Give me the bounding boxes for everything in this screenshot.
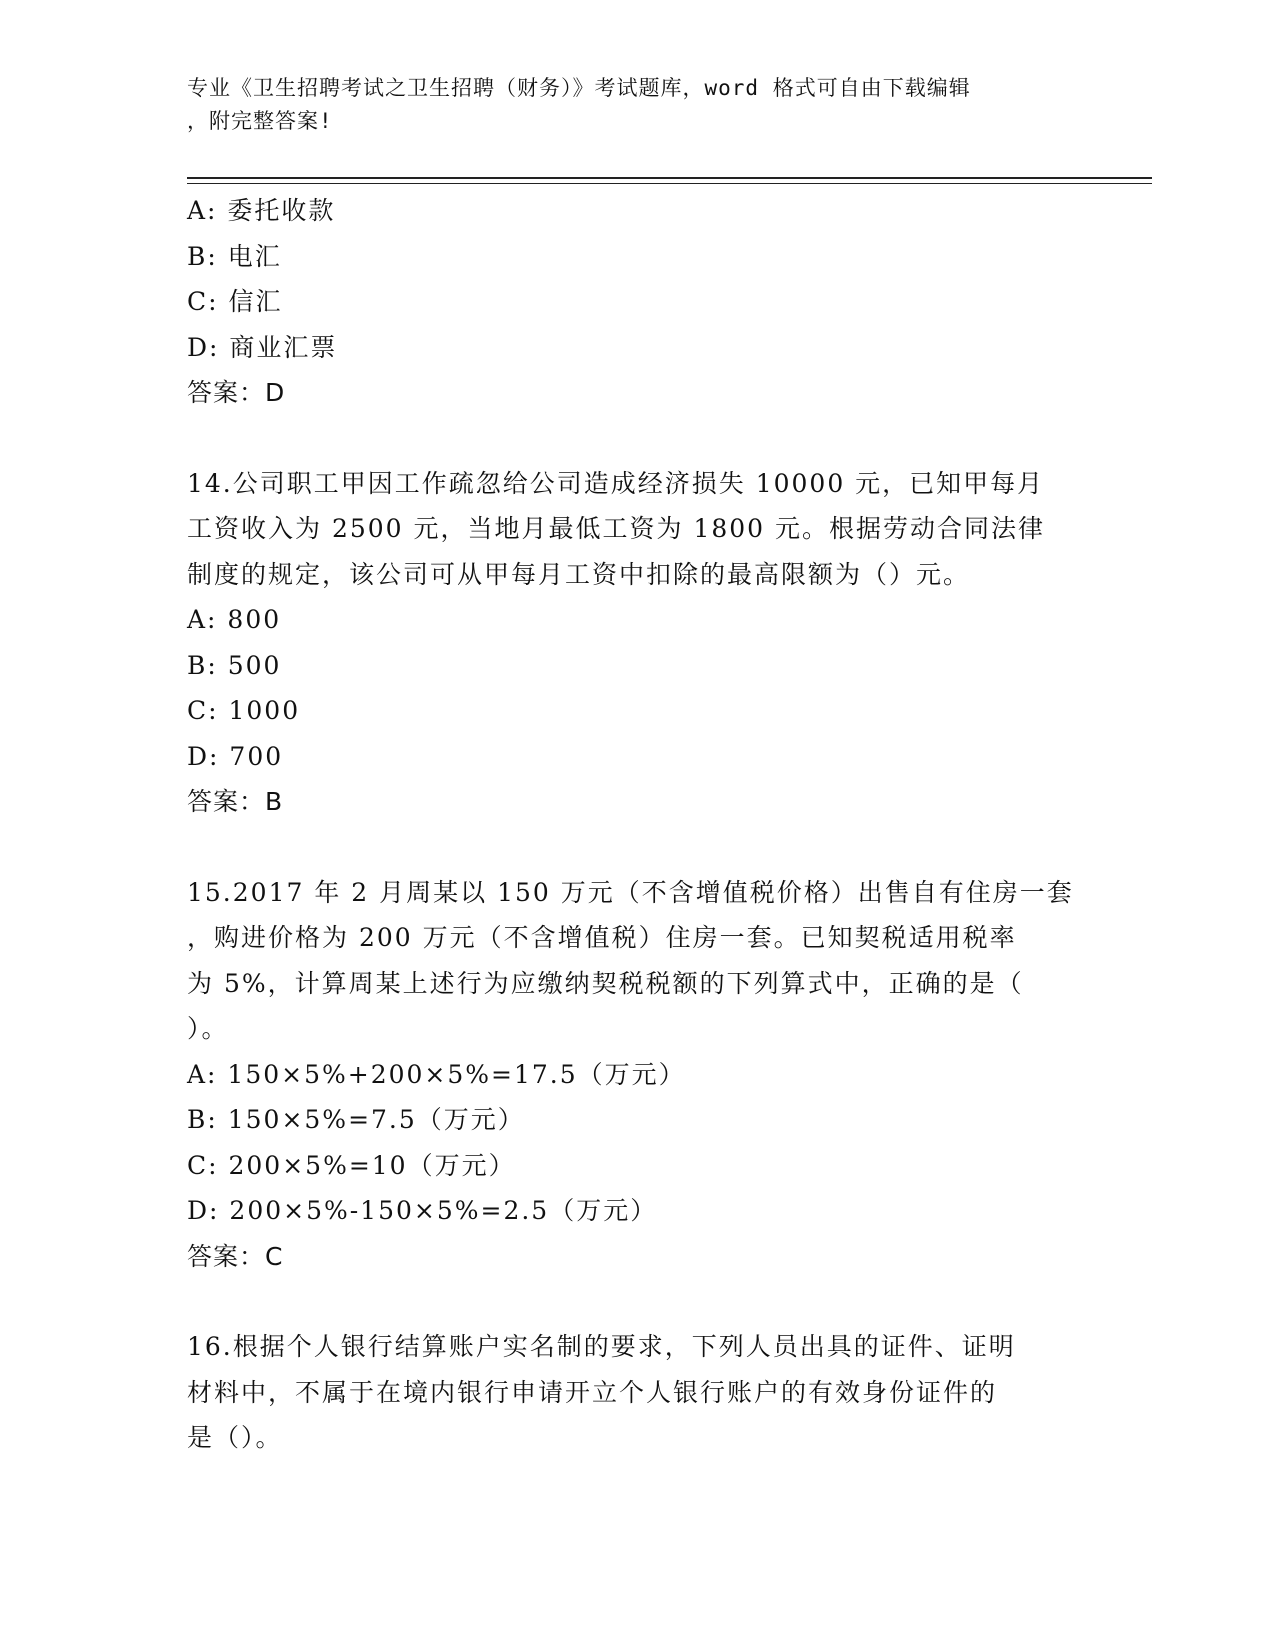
question-stem-line: 14.公司职工甲因工作疏忽给公司造成经济损失 10000 元，已知甲每月: [187, 468, 1045, 498]
answer-line: 答案：C: [187, 1241, 284, 1271]
option-a: A: 150×5%+200×5%=17.5（万元）: [187, 1059, 686, 1089]
option-a: A: 800: [187, 605, 282, 634]
option-d: D: 700: [187, 741, 284, 771]
question-stem-line: 为 5%，计算周某上述行为应缴纳契税税额的下列算式中，正确的是（: [187, 968, 1024, 998]
question-16: [187, 1324, 1087, 1461]
option-d: D: 200×5%-150×5%=2.5（万元）: [187, 1196, 658, 1225]
question-13: [187, 188, 1087, 416]
option-d: D: 商业汇票: [187, 332, 338, 362]
question-stem-line: 材料中，不属于在境内银行申请开立个人银行账户的有效身份证件的: [187, 1377, 998, 1407]
option-c: C: 信汇: [187, 287, 283, 316]
header-line-2: ，附完整答案!: [187, 109, 333, 133]
header-divider-thick: [187, 177, 1152, 179]
question-stem-line: ）。: [187, 1014, 229, 1043]
option-c: C: 1000: [187, 696, 301, 725]
question-stem-line: 工资收入为 2500 元，当地月最低工资为 1800 元。根据劳动合同法律: [187, 514, 1046, 543]
question-15: [187, 870, 1087, 1280]
header-divider-thin: [187, 183, 1152, 184]
question-14: [187, 461, 1087, 825]
option-b: B: 500: [187, 650, 282, 680]
answer-line: 答案：D: [187, 378, 286, 407]
document-header: [187, 72, 1067, 138]
question-stem-line: 制度的规定，该公司可从甲每月工资中扣除的最高限额为（）元。: [187, 559, 971, 589]
question-stem-line: 16.根据个人银行结算账户实名制的要求，下列人员出具的证件、证明: [187, 1332, 1016, 1361]
answer-line: 答案：B: [187, 787, 284, 816]
question-stem-line: 是（）。: [187, 1423, 283, 1452]
question-list: [187, 188, 1087, 1461]
option-b: B: 电汇: [187, 241, 282, 271]
header-line-1: 专业《卫生招聘考试之卫生招聘（财务）》考试题库，word 格式可自由下载编辑: [187, 76, 971, 100]
option-b: B: 150×5%=7.5（万元）: [187, 1105, 525, 1134]
option-a: A: 委托收款: [187, 196, 336, 225]
question-stem-line: ，购进价格为 200 万元（不含增值税）住房一套。已知契税适用税率: [187, 923, 1017, 952]
option-c: C: 200×5%=10（万元）: [187, 1150, 516, 1180]
question-stem-line: 15.2017 年 2 月周某以 150 万元（不含增值税价格）出售自有住房一套: [187, 877, 1074, 907]
